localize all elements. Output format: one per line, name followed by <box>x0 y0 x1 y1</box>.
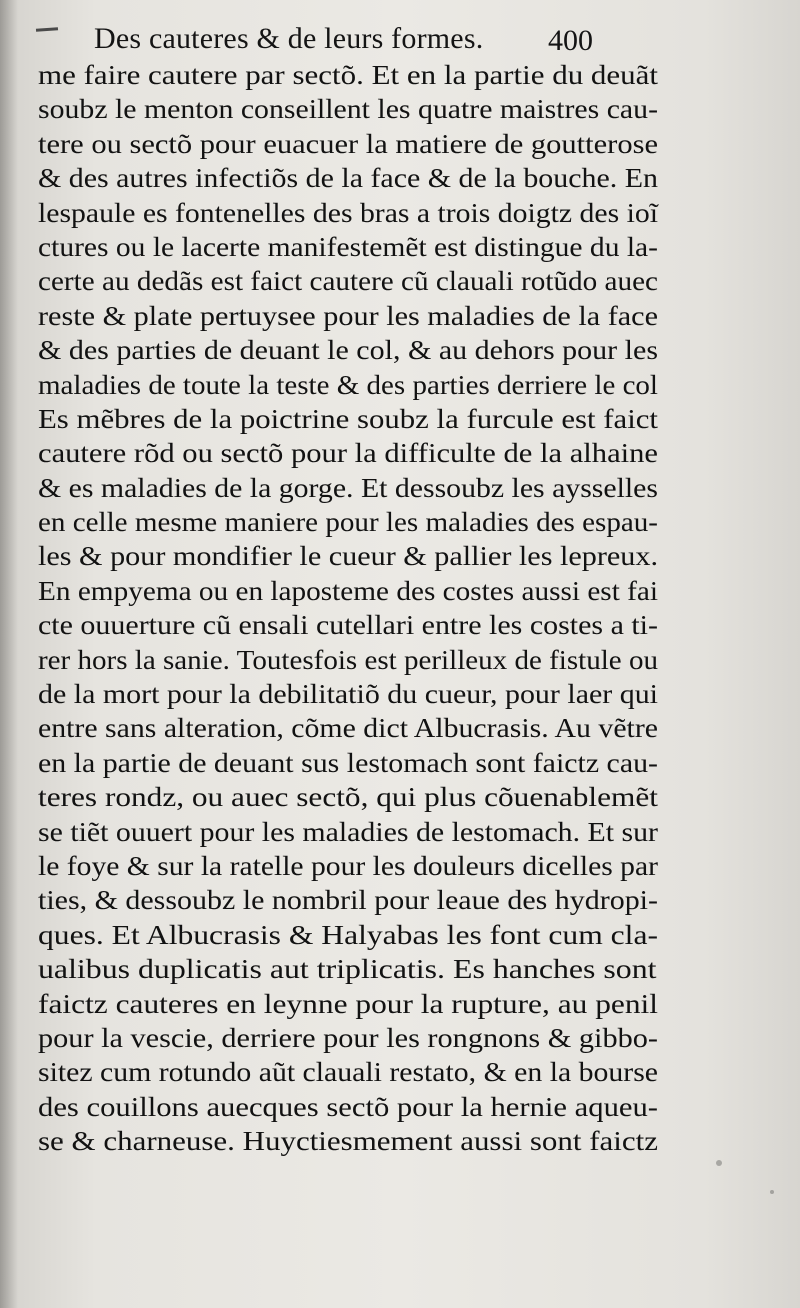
binding-shadow <box>0 0 18 1308</box>
text-line: ques. Et Albucrasis & Halyabas les font cum cla- <box>38 919 658 950</box>
text-line: se tiẽt ouuert pour les maladies de lestomach. Et sur <box>38 816 658 847</box>
text-line: rer hors la sanie. Toutesfois est perilleux de fistule ou <box>38 644 658 675</box>
text-line: de la mort pour la debilitatiõ du cueur, pour laer qui <box>38 679 658 710</box>
text-line: le foye & sur la ratelle pour les douleurs dicelles par <box>38 850 658 881</box>
paper-speck <box>716 1160 722 1166</box>
text-line: sitez cum rotundo aũt clauali restato, & en la bourse <box>38 1057 658 1088</box>
text-line: certe au dedãs est faict cautere cũ clauali rotũdo auec <box>38 266 658 297</box>
text-line: & des autres infectiõs de la face & de la bouche. En <box>38 163 658 194</box>
text-line: lespaule es fontenelles des bras a trois doigtz des ioĩ <box>38 197 658 228</box>
text-line: cautere rõd ou sectõ pour la difficulte de la alhaine <box>38 438 658 469</box>
page-header <box>0 22 800 62</box>
text-line: pour la vescie, derriere pour les rongnons & gibbo- <box>38 1022 659 1053</box>
text-line: ties, & dessoubz le nombril pour leaue des hydropi- <box>38 885 658 916</box>
text-line: cte ouuerture cũ ensali cutellari entre les costes a ti- <box>38 610 658 641</box>
text-line: & es maladies de la gorge. Et dessoubz les aysselles <box>38 472 658 503</box>
paper-speck <box>60 1138 63 1141</box>
page-number: 400 <box>548 24 593 57</box>
text-line: reste & plate pertuysee pour les maladies de la face <box>38 300 658 331</box>
text-line: des couillons auecques sectõ pour la hernie aqueu- <box>38 1091 658 1122</box>
text-line: & des parties de deuant le col, & au dehors pour les <box>38 335 658 366</box>
running-title: Des cauteres & de leurs formes. <box>94 22 484 55</box>
text-line: maladies de toute la teste & des parties derriere le col <box>38 369 658 400</box>
text-line: Es mẽbres de la poictrine soubz la furcule est faict <box>38 403 658 434</box>
ink-mark <box>36 27 58 32</box>
text-line: en celle mesme maniere pour les maladies des espau- <box>38 507 658 538</box>
text-line: En empyema ou en laposteme des costes aussi est fai <box>38 575 658 606</box>
text-line: faictz cauteres en leynne pour la rupture, au penil <box>38 988 658 1019</box>
body-text <box>38 58 658 1159</box>
text-line: teres rondz, ou auec sectõ, qui plus cõuenablemẽt <box>38 782 658 813</box>
text-line: ualibus duplicatis aut triplicatis. Es hanches sont <box>38 954 657 985</box>
text-line: soubz le menton conseillent les quatre maistres cau- <box>38 94 658 125</box>
text-line: ctures ou le lacerte manifestemẽt est distingue du la- <box>38 231 658 262</box>
text-line: en la partie de deuant sus lestomach sont faictz cau- <box>38 747 658 778</box>
text-line: les & pour mondifier le cueur & pallier les lepreux. <box>38 541 658 572</box>
paper-speck <box>770 1190 774 1194</box>
text-line: se & charneuse. Huyctiesmement aussi sont faictz <box>38 1126 658 1157</box>
text-line: tere ou sectõ pour euacuer la matiere de goutterose <box>38 128 658 159</box>
text-line: me faire cautere par sectõ. Et en la partie du deuãt <box>38 60 658 90</box>
text-line: entre sans alteration, cõme dict Albucrasis. Au vẽtre <box>38 713 658 744</box>
